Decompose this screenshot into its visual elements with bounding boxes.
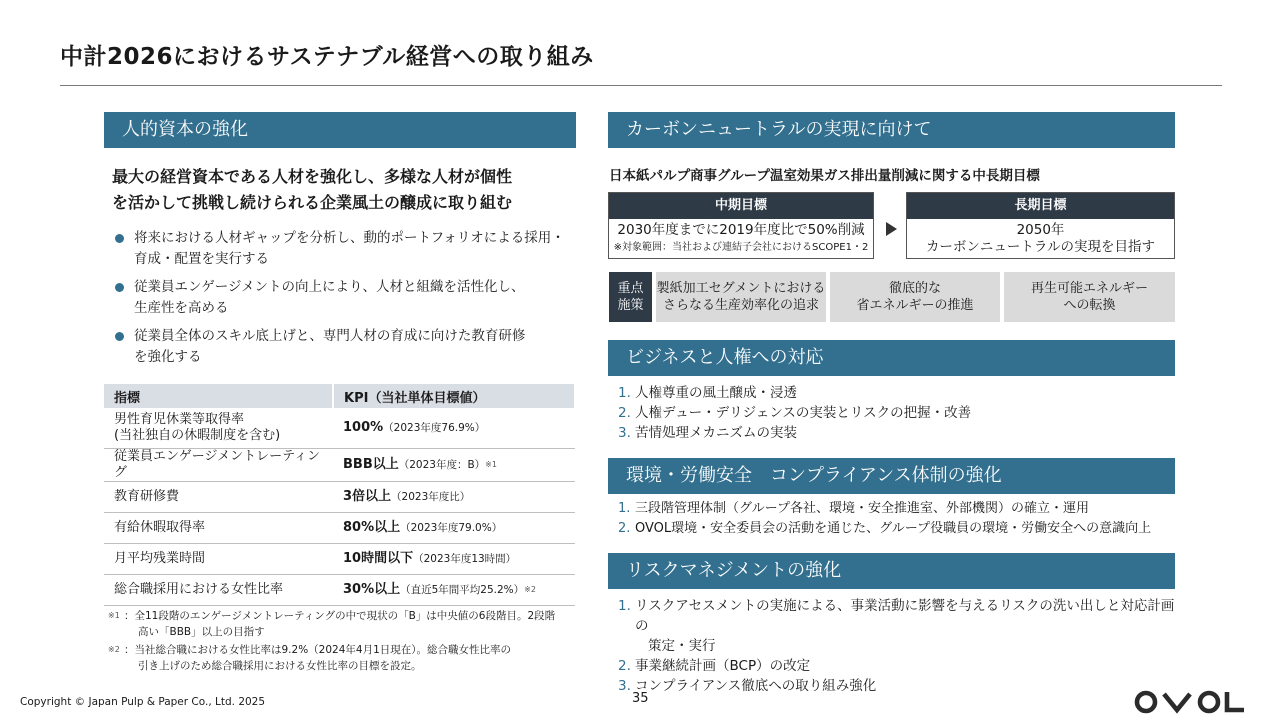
human-capital-heading: 人的資本の強化 (104, 112, 576, 148)
bullet-text: 生産性を高める (134, 300, 229, 316)
ovol-logo (1134, 689, 1246, 715)
bullet-item (112, 228, 582, 270)
table-row (104, 449, 575, 482)
kpi-value: 80%以上（2023年度79.0%） (333, 513, 575, 544)
list-item: 3. コンプライアンス徹底への取り組み強化 (618, 678, 877, 694)
kpi-value: BBB以上（2023年度：B）$^{※1}$ (333, 449, 575, 482)
table-row (104, 482, 575, 513)
business-human-rights-heading: ビジネスと人権への対応 (608, 340, 1175, 376)
lead-line: 最大の経営資本である人材を強化し、多様な人材が個性 (112, 167, 513, 186)
list-item: 3. 苦情処理メカニズムの実装 (618, 425, 797, 441)
bullet-item (112, 277, 582, 319)
kpi-value: 10時間以下（2023年度13時間） (333, 544, 575, 575)
list-item: 1. リスクアセスメントの実施による、事業活動に影響を与えるリスクの洗い出しと対応計画の 策定・実行 (618, 598, 1175, 654)
list-item: 2. 事業継続計画（BCP）の改定 (618, 658, 811, 674)
page-title: 中計2026におけるサステナブル経営への取り組み (60, 44, 594, 70)
goal-header: 中期目標 (609, 193, 873, 219)
human-capital-lead (112, 164, 582, 216)
list-item: 1. 三段階管理体制（グループ各社、環境・安全推進室、外部機関）の確立・運用 (618, 501, 1089, 516)
footnotes (108, 608, 578, 676)
copyright: Copyright © Japan Pulp & Paper Co., Ltd. 2025 (20, 696, 266, 708)
kpi-label: 男性育児休業等取得率 (当社独自の休暇制度を含む) (104, 408, 333, 449)
focus-item: 再生可能エネルギー への転換 (1004, 272, 1175, 322)
lead-line: を活かして挑戦し続けられる企業風土の醸成に取り組む (112, 193, 513, 212)
bullet-text: 従業員全体のスキル底上げと、専門人材の育成に向けた教育研修 (134, 328, 526, 344)
bullet-text: 将来における人材ギャップを分析し、動的ポートフォリオによる採用・ (134, 230, 565, 246)
footnote: ※1 ：全11段階のエンゲージメントレーティングの中で現状の「B」は中央値の6段階目。2段階 高い「BBB」以上の目指す (108, 610, 556, 638)
bullet-text: を強化する (134, 349, 202, 365)
long-term-goal (906, 192, 1175, 259)
business-human-rights-list (610, 383, 1175, 443)
goal-body: 2030年度までに2019年度比で50%削減 ※対象範囲：当社および連結子会社におけるSCOPE1・2 (613, 222, 869, 253)
kpi-label: 有給休暇取得率 (104, 513, 333, 544)
focus-measures-label: 重点 施策 (609, 272, 652, 322)
focus-item: 徹底的な 省エネルギーの推進 (830, 272, 1000, 322)
title-divider (60, 85, 1222, 86)
kpi-value: 3倍以上（2023年度比） (333, 482, 575, 513)
page-number: 35 (632, 691, 649, 706)
kpi-label: 従業員エンゲージメントレーティング (104, 449, 333, 482)
kpi-label: 教育研修費 (104, 482, 333, 513)
table-header: KPI（当社単体目標値） (333, 384, 575, 408)
bullet-dot-icon (115, 332, 124, 341)
carbon-subheading: 日本紙パルプ商事グループ温室効果ガス排出量削減に関する中長期目標 (609, 168, 1040, 184)
env-safety-list (610, 499, 1175, 539)
footnote: ※2 ：当社総合職における女性比率は9.2%（2024年4月1日現在）。総合職女性比率の 引き上げのため総合職採用における女性比率の目標を設定。 (108, 644, 512, 672)
focus-item: 製紙加工セグメントにおける さらなる生産効率化の追求 (656, 272, 826, 322)
table-header: 指標 (104, 384, 333, 408)
kpi-value: 100%（2023年度76.9%） (333, 408, 575, 449)
table-row (104, 575, 575, 606)
goal-header: 長期目標 (907, 193, 1174, 219)
goal-body: 2050年 カーボンニュートラルの実現を目指す (925, 222, 1156, 255)
bullet-item (112, 326, 582, 368)
mid-term-goal (608, 192, 874, 259)
bullet-text: 従業員エンゲージメントの向上により、人材と組織を活性化し、 (134, 279, 525, 295)
list-item: 1. 人権尊重の風土醸成・浸透 (618, 385, 797, 401)
risk-management-heading: リスクマネジメントの強化 (608, 553, 1175, 589)
carbon-neutral-heading: カーボンニュートラルの実現に向けて (608, 112, 1175, 148)
list-item: 2. OVOL環境・安全委員会の活動を通じた、グループ役職員の環境・労働安全への意識向上 (618, 521, 1152, 536)
kpi-label: 総合職採用における女性比率 (104, 575, 333, 606)
human-capital-bullets (112, 228, 582, 375)
table-row (104, 544, 575, 575)
table-row (104, 408, 575, 449)
bullet-dot-icon (115, 283, 124, 292)
bullet-text: 育成・配置を実行する (134, 251, 269, 267)
env-safety-compliance-heading: 環境・労働安全 コンプライアンス体制の強化 (608, 458, 1175, 494)
table-row (104, 513, 575, 544)
bullet-dot-icon (115, 234, 124, 243)
arrow-right-icon (886, 222, 897, 236)
risk-management-list (610, 596, 1175, 696)
kpi-value: 30%以上（直近5年間平均25.2%）$^{※2}$ (333, 575, 575, 606)
kpi-table (104, 384, 576, 606)
kpi-label: 月平均残業時間 (104, 544, 333, 575)
list-item: 2. 人権デュー・デリジェンスの実装とリスクの把握・改善 (618, 405, 972, 421)
